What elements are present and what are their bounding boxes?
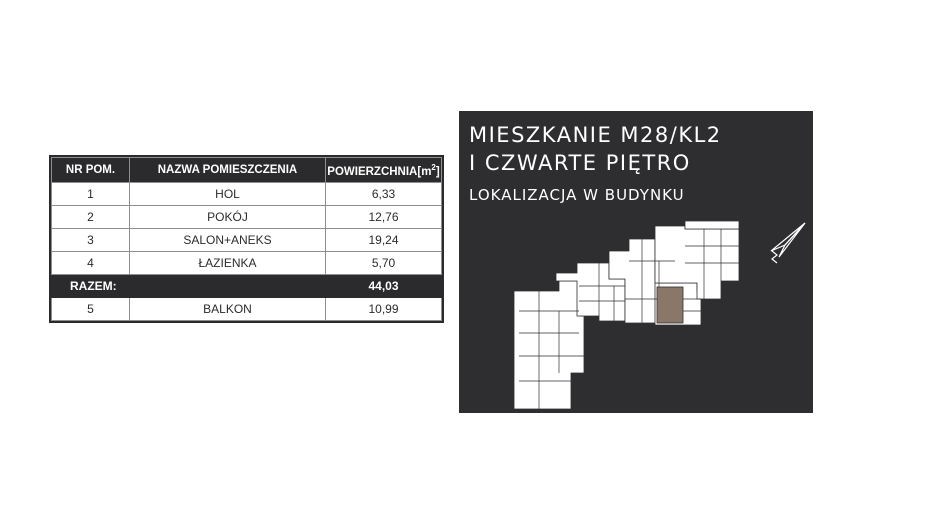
location-panel	[459, 111, 813, 413]
room-area: 5,70	[326, 252, 442, 275]
table-row	[52, 298, 442, 321]
room-nr: 1	[52, 183, 130, 206]
header-name: NAZWA POMIESZCZENIA	[130, 158, 326, 183]
room-area: 6,33	[326, 183, 442, 206]
panel-title-line2: I CZWARTE PIĘTRO	[469, 151, 691, 175]
total-row	[52, 275, 442, 298]
table-row	[52, 229, 442, 252]
north-arrow-icon	[771, 223, 805, 263]
room-area: 19,24	[326, 229, 442, 252]
panel-subtitle: LOKALIZACJA W BUDYNKU	[469, 186, 685, 204]
building-location-plan	[459, 111, 813, 413]
header-nr: NR POM.	[52, 158, 130, 183]
total-label: RAZEM:	[52, 275, 326, 298]
room-nr: 3	[52, 229, 130, 252]
room-name: ŁAZIENKA	[130, 252, 326, 275]
room-nr: 4	[52, 252, 130, 275]
header-area: $POWIERZCHNIA[m^2]$	[326, 158, 442, 183]
room-area: 12,76	[326, 206, 442, 229]
highlighted-apartment	[657, 287, 683, 323]
rooms-table	[51, 157, 442, 321]
room-name: BALKON	[130, 298, 326, 321]
total-area: 44,03	[326, 275, 442, 298]
room-nr: 2	[52, 206, 130, 229]
room-name: POKÓJ	[130, 206, 326, 229]
table-header-row	[52, 158, 442, 183]
table-row	[52, 183, 442, 206]
room-area: 10,99	[326, 298, 442, 321]
panel-title-line1: MIESZKANIE M28/KL2	[469, 123, 722, 147]
table-row	[52, 252, 442, 275]
room-nr: 5	[52, 298, 130, 321]
room-name: SALON+ANEKS	[130, 229, 326, 252]
table-row	[52, 206, 442, 229]
room-name: HOL	[130, 183, 326, 206]
